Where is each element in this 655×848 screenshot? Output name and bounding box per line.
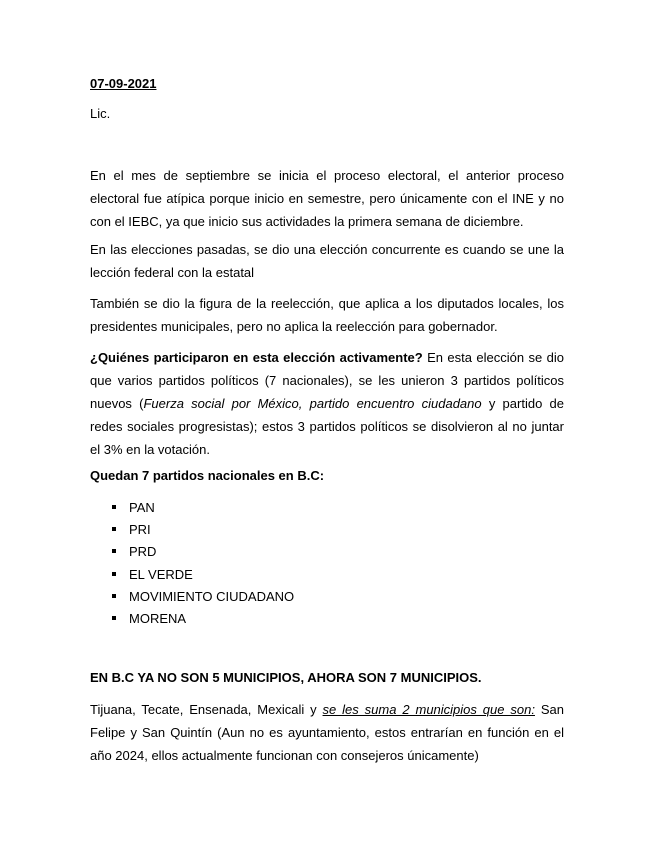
bullet-icon [112, 505, 116, 509]
list-item [90, 564, 294, 586]
parties-heading: Quedan 7 partidos nacionales en B.C: [90, 468, 325, 483]
paragraph-reelection: También se dio la figura de la reelección, que aplica a los diputados locales, los presidentes municipales, pero no aplica la reelección para gobernador. [90, 296, 564, 334]
bullet-icon [112, 527, 116, 531]
municipios-heading: EN B.C YA NO SON 5 MUNICIPIOS, AHORA SON 7 MUNICIPIOS. [90, 670, 482, 685]
salutation: Lic. [90, 106, 111, 121]
bullet-icon [112, 594, 116, 598]
paragraph-concurrent-election: En las elecciones pasadas, se dio una elección concurrente es cuando se une la lección federal con la estatal [90, 242, 564, 280]
paragraph-municipios [90, 698, 564, 767]
parties-list [90, 497, 294, 630]
municipios-text-a: Tijuana, Tecate, Ensenada, Mexicali y [90, 702, 323, 717]
party-name: PRI [129, 522, 151, 538]
list-item [90, 541, 294, 563]
party-name: PAN [129, 500, 155, 515]
bullet-icon [112, 549, 116, 553]
participants-question: ¿Quiénes participaron en esta elección activamente? [90, 350, 423, 365]
document-date: 07-09-2021 [90, 76, 157, 91]
list-item [90, 608, 294, 630]
party-name: EL VERDE [129, 566, 193, 582]
bullet-icon [112, 572, 116, 576]
bullet-icon [112, 616, 116, 620]
list-item [90, 497, 294, 519]
paragraph-electoral-process: En el mes de septiembre se inicia el proceso electoral, el anterior proceso electoral fue atípica porque inicio en semestre, pero únicamente con el INE y no con el IEBC, ya que inicio sus actividades la primera semana de diciembre. [90, 168, 564, 229]
party-name: MOVIMIENTO CIUDADANO [129, 588, 295, 604]
list-item [90, 586, 294, 608]
new-parties-italic: Fuerza social por México, partido encuentro ciudadano [143, 396, 482, 411]
paragraph-participants [90, 346, 564, 461]
participants-text-a: En esta elección se dio que varios partidos políticos (7 nacionales), se les unieron 3 partidos políticos nuevos ( [90, 350, 564, 411]
party-name: PRD [129, 544, 157, 560]
party-name: MORENA [129, 610, 187, 626]
participants-text-b: y partido de redes sociales progresistas); estos 3 partidos políticos se disolvieron al no juntar el 3% en la votación. [90, 396, 564, 457]
list-item [90, 519, 294, 541]
municipios-text-b: San Felipe y San Quintín (Aun no es ayuntamiento, estos entrarían en función en el año 2024, ellos actualmente funcionan con consejeros únicamente) [90, 702, 564, 763]
municipios-underlined: se les suma 2 municipios que son: [322, 702, 535, 717]
